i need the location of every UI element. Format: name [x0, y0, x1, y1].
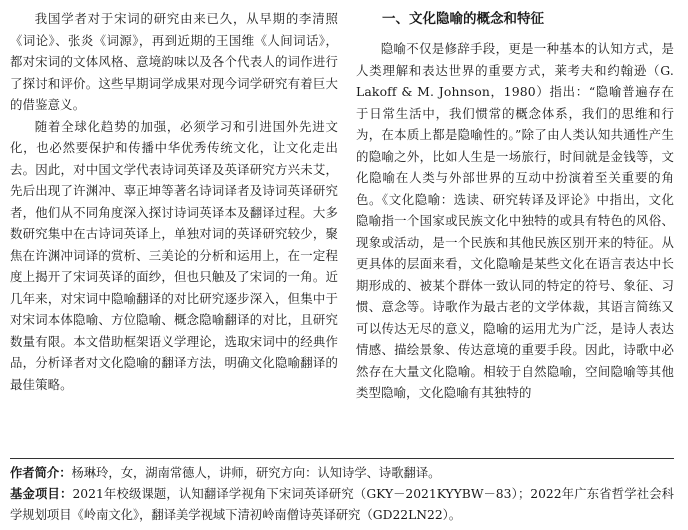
right-column	[356, 8, 674, 404]
author-note	[10, 463, 674, 484]
fund-note	[10, 484, 674, 526]
left-column	[10, 8, 338, 395]
author-text: 杨琳玲，女，湖南常德人，讲师，研究方向：认知诗学、诗歌翻译。	[71, 466, 441, 480]
left-paragraph-1: 我国学者对于宋词的研究由来已久，从早期的李清照《词论》、张炎《词源》，再到近期的王国维《人间词话》，都对宋词的文体风格、意境韵味以及各个代表人的词作进行了探讨和评价。这些早期词学成果对现今词学研究有着巨大的借鉴意义。	[10, 11, 338, 112]
fund-label: 基金项目：	[10, 487, 73, 501]
section-heading: 一、文化隐喻的概念和特征	[382, 11, 544, 27]
footnote	[10, 458, 674, 526]
left-paragraph-2: 随着全球化趋势的加强，必须学习和引进国外先进文化，也必然要保护和传播中华优秀传统文化，让文化走出去。因此，对中国文学代表诗词英译及英译研究方兴未艾，先后出现了许渊冲、辜正坤等著名诗词译者及诗词英译研究者，他们从不同角度深入探讨诗词英译本及翻译过程。大多数研究集中在古诗词英译上，单独对词的英译研究较少，聚焦在许渊冲词译的赏析、三美论的分析和运用上，在一定程度上揭开了宋词英译的面纱，但也只触及了宋词的一角。近几年来，对宋词中隐喻翻译的对比研究逐步深入，但集中于对宋词本体隐喻、方位隐喻、概念隐喻翻译的对比，且研究数量有限。本文借助框架语义学理论，选取宋词中的经典作品，分析译者对文化隐喻的翻译方法，明确文化隐喻翻译的最佳策略。	[10, 118, 338, 392]
right-paragraph: 隐喻不仅是修辞手段，更是一种基本的认知方式，是人类理解和表达世界的重要方式，莱考夫和约翰逊（G. Lakoff & M. Johnson，1980）指出：“隐喻普遍存在于日常生活中，我们惯常的概念体系，我们的思维和行为，在本质上都是隐喻性的。”除了由人类认知共通性产生的隐喻之外，比如人生是一场旅行，时间就是金钱等，文化隐喻在人类与外部世界的互动中扮演着至关重要的角色。《文化隐喻：选读、研究转译及评论》中指出，文化隐喻指一个国家或民族文化中独特的或具有特色的风俗、现象或活动，是一个民族和其他民族区别开来的特征。从更具体的层面来看，文化隐喻是某些文化在语言表达中长期形成的、被某个群体一致认同的特定的符号、象征、习惯、意念等。诗歌作为最古老的文学体裁，其语言简练又可以传达无尽的意义，隐喻的运用尤为广泛，是诗人表达情感、描绘景象、传达意境的重要手段。因此，诗歌中必然存在大量文化隐喻。相较于自然隐喻，空间隐喻等其他类型隐喻，文化隐喻有其独特的	[356, 41, 674, 400]
fund-text: 2021年校级课题，认知翻译学视角下宋词英译研究（GKY－2021KYYBW－83）；2022年广东省哲学社会科学规划项目《岭南文化》，翻译美学视域下清初岭南僧诗英译研究（GD22LN22）。	[10, 487, 674, 522]
author-label: 作者简介：	[10, 466, 72, 480]
